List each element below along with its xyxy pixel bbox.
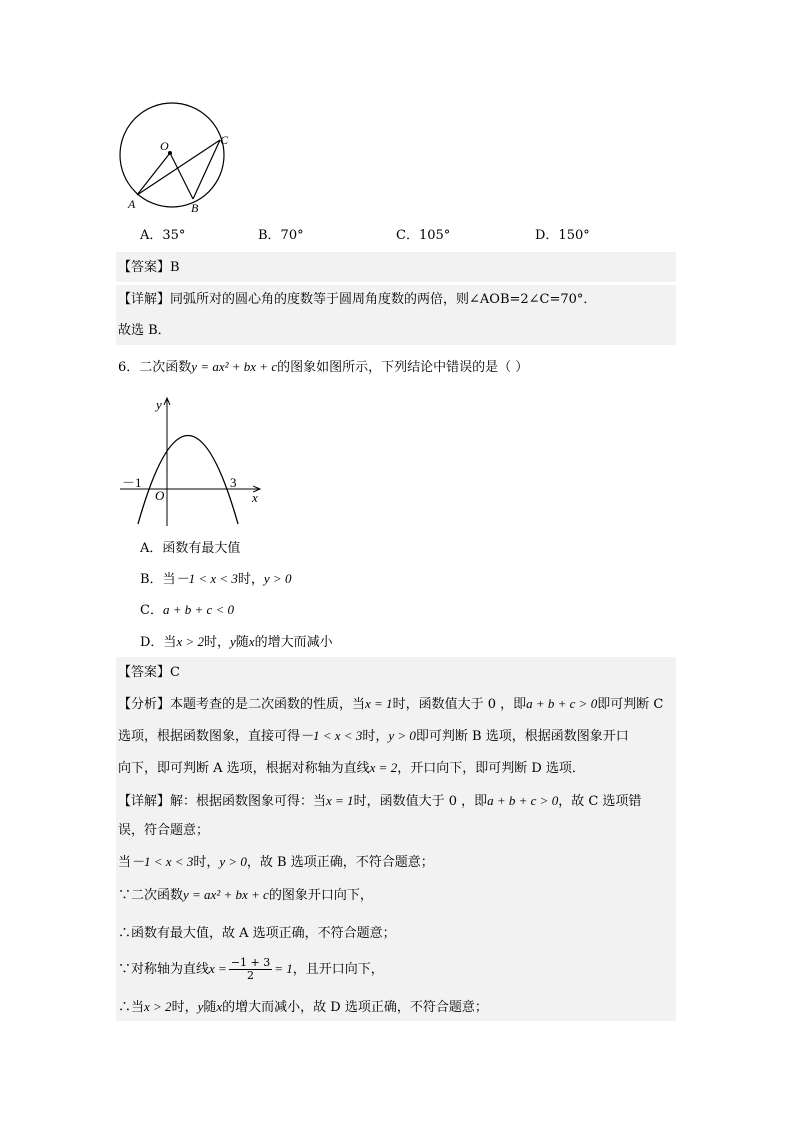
label-C: C	[220, 133, 229, 147]
option-c: C．105°	[396, 228, 451, 243]
q5-answer: 【答案】B	[118, 260, 180, 275]
q6-stem-prefix: 二次函数	[139, 360, 192, 375]
q6-option-d: D．当x > 2时，y随x的增大而减小	[140, 634, 333, 650]
q5-answer-box	[116, 252, 676, 282]
origin-label: O	[155, 488, 165, 503]
q6-detail-line4: ∵二次函数y = ax² + bx + c的图象开口向下，	[118, 887, 373, 903]
axis-y-label: y	[156, 397, 162, 412]
option-a: A．35°	[140, 228, 186, 243]
q6-option-b: B．当－1 < x < 3时，y > 0	[140, 571, 292, 587]
label-O: O	[160, 139, 169, 153]
q6-number: 6．	[118, 360, 140, 375]
q6-option-c: C．a + b + c < 0	[140, 602, 235, 618]
q6-option-a: A．函数有最大值	[140, 541, 241, 556]
label-neg1: －1	[122, 475, 142, 490]
q5-detail: 【详解】同弧所对的圆心角的度数等于圆周角度数的两倍，则∠AOB=2∠C=70°．	[118, 292, 597, 307]
circle-figure	[114, 102, 242, 220]
label-A: A	[128, 197, 136, 211]
parabola-graph	[116, 392, 266, 530]
q6-detail-line5: ∴函数有最大值，故 A 选项正确，不符合题意；	[118, 926, 396, 941]
label-3: 3	[230, 475, 237, 490]
q6-detail-line7: ∴当x > 2时，y随x的增大而减小，故 D 选项正确，不符合题意；	[118, 999, 488, 1015]
q6-analysis-line1: 【分析】本题考查的是二次函数的性质，当x = 1时，函数值大于 0 ，即a + b + c > 0即可判断 C	[118, 696, 664, 712]
option-d: D．150°	[535, 228, 590, 243]
q6-detail-line3: 当－1 < x < 3时，y > 0，故 B 选项正确，不符合题意；	[118, 854, 434, 870]
fraction: $\frac{-1 + 3}{2}$	[230, 956, 271, 982]
q6-detail-line1: 【详解】解：根据函数图象可得：当x = 1时，函数值大于 0 ，即a + b + c > 0，故 C 选项错	[118, 793, 642, 809]
q6-analysis-line3: 向下，即可判断 A 选项，根据对称轴为直线x = 2，开口向下，即可判断 D 选项．	[118, 760, 585, 776]
q6-stem-suffix: 的图象如图所示，下列结论中错误的是（ ）	[277, 360, 529, 375]
q6-detail-line6: ∵对称轴为直线x = $\frac{-1 + 3}{2}$ = 1，且开口向下，	[118, 956, 384, 982]
option-b: B．70°	[258, 228, 304, 243]
q6-stem	[118, 358, 528, 377]
q6-formula: y = ax² + bx + c	[191, 359, 278, 374]
q6-answer: 【答案】C	[118, 665, 180, 680]
q6-detail-line2: 误，符合题意；	[118, 823, 210, 838]
axis-x-label: x	[252, 490, 258, 505]
label-B: B	[191, 201, 199, 215]
q5-conclusion: 故选 B．	[118, 323, 171, 338]
q6-analysis-line2: 选项，根据函数图象，直接可得－1 < x < 3时，y > 0即可判断 B 选项，根据函数图象开口	[118, 728, 629, 744]
